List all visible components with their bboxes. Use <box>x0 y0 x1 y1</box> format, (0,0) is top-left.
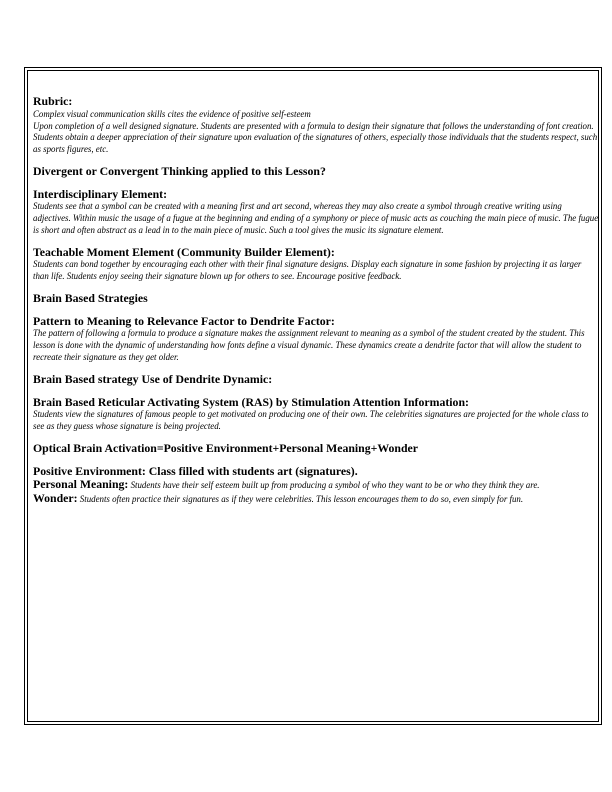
ras-body: Students view the signatures of famous people to get motivated on producing one of their own. The celebrities signatures are projected for the whole class to see as they guess whose signature is being projected. <box>33 409 589 431</box>
wonder-paragraph <box>33 492 599 506</box>
rubric-heading: Rubric: <box>33 94 73 108</box>
positive-environment-heading: Positive Environment: Class filled with students art (signatures). <box>33 464 358 479</box>
interdisciplinary-heading: Interdisciplinary Element: <box>33 187 168 202</box>
ras-heading: Brain Based Reticular Activating System (RAS) by Stimulation Attention Information: <box>33 395 469 410</box>
interdisciplinary-body: Students see that a symbol can be created with a meaning first and art second, whereas they may also create a symbol through creative writing using adjectives. Within music the usage of a fugue at the beginning and ending of a symphony or piece of music acts as couching the main piece of music. The fugue is short and often abstract as a lead in to the main piece of music. Such a tool gives the music its signature element. <box>33 201 599 235</box>
wonder-body: Students often practice their signatures as if they were celebrities. This lesson encourages them to do so, even simply for fun. <box>79 494 524 505</box>
personal-meaning-body: Students have their self esteem built up from producing a symbol of who they want to be or who they think they are. <box>130 480 540 491</box>
document-content <box>33 94 599 506</box>
rubric-line-1: Complex visual communication skills cites the evidence of positive self-esteem <box>33 109 311 119</box>
rubric-line-2: Upon completion of a well designed signature. Students are presented with a formula to design their signature that follows the understanding of font creation. Students obtain a deeper appreciation of their signature upon evaluation of the signatures of others, especially those individuals that the students respect, such as sports figures, etc. <box>33 120 598 154</box>
pattern-body: The pattern of following a formula to produce a signature makes the assignment relevant to meaning as a symbol of the student created by the student. This lesson is done with the dynamic of understanding how fonts define a visual dynamic. These dynamics create a dendrite factor that will allow the student to recreate their signature as they get older. <box>33 328 585 362</box>
divergent-heading: Divergent or Convergent Thinking applied to this Lesson? <box>33 164 326 179</box>
teachable-heading: Teachable Moment Element (Community Builder Element): <box>33 245 335 260</box>
optical-heading: Optical Brain Activation=Positive Environment+Personal Meaning+Wonder <box>33 441 418 456</box>
personal-meaning-paragraph <box>33 478 599 492</box>
teachable-body: Students can bond together by encouraging each other with their final signature designs. Display each signature in some fashion by projecting it as larger than life. Students enjoy seeing their signature blown up for others to see. Encourage positive feedback. <box>33 259 582 281</box>
personal-meaning-label: Personal Meaning: <box>33 477 129 492</box>
pattern-heading: Pattern to Meaning to Relevance Factor to Dendrite Factor: <box>33 314 335 329</box>
dendrite-heading: Brain Based strategy Use of Dendrite Dynamic: <box>33 372 273 387</box>
brain-based-heading: Brain Based Strategies <box>33 291 148 306</box>
wonder-label: Wonder: <box>33 491 78 506</box>
